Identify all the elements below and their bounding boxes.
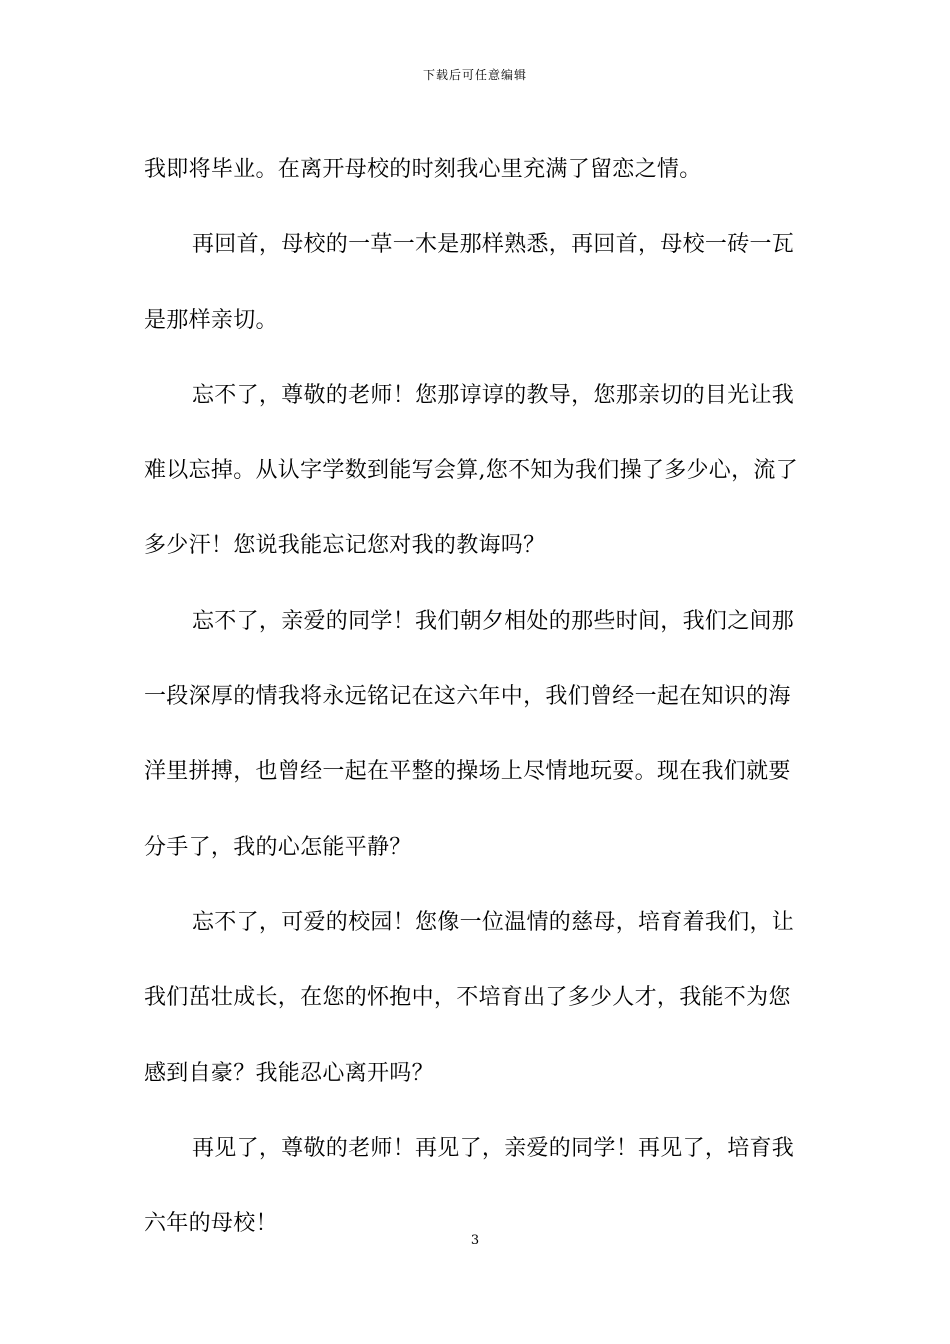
- text-line: 我即将毕业。在离开母校的时刻我心里充满了留恋之情。: [144, 157, 702, 182]
- page-header: 下载后可任意编辑: [422, 68, 527, 82]
- text-line: 多少汗！您说我能忘记您对我的教诲吗？: [144, 533, 546, 559]
- text-line: 六年的母校！: [144, 1211, 278, 1237]
- page-number: 3: [470, 1233, 480, 1248]
- text-line: 忘不了，亲爱的同学！我们朝夕相处的那些时间，我们之间那: [192, 608, 795, 634]
- text-line: 忘不了，尊敬的老师！您那谆谆的教导，您那亲切的目光让我: [192, 382, 795, 408]
- text-line: 再见了，尊敬的老师！再见了，亲爱的同学！再见了，培育我: [192, 1135, 795, 1161]
- text-line: 一段深厚的情我将永远铭记在这六年中，我们曾经一起在知识的海: [144, 684, 791, 710]
- text-line: 洋里拼搏，也曾经一起在平整的操场上尽情地玩耍。现在我们就要: [144, 759, 791, 785]
- text-line: 我们茁壮成长，在您的怀抱中，不培育出了多少人才，我能不为您: [144, 985, 791, 1011]
- text-line: 难以忘掉。从认字学数到能写会算,您不知为我们操了多少心，流了: [144, 458, 798, 484]
- text-line: 忘不了，可爱的校园！您像一位温情的慈母，培育着我们，让: [192, 909, 795, 935]
- document-body: [144, 132, 808, 1261]
- text-line: 是那样亲切。: [144, 307, 278, 333]
- text-line: 分手了，我的心怎能平静？: [144, 834, 412, 860]
- text-line: 再回首，母校的一草一木是那样熟悉，再回首，母校一砖一瓦: [192, 232, 795, 258]
- text-line: 感到自豪？我能忍心离开吗？: [144, 1060, 434, 1086]
